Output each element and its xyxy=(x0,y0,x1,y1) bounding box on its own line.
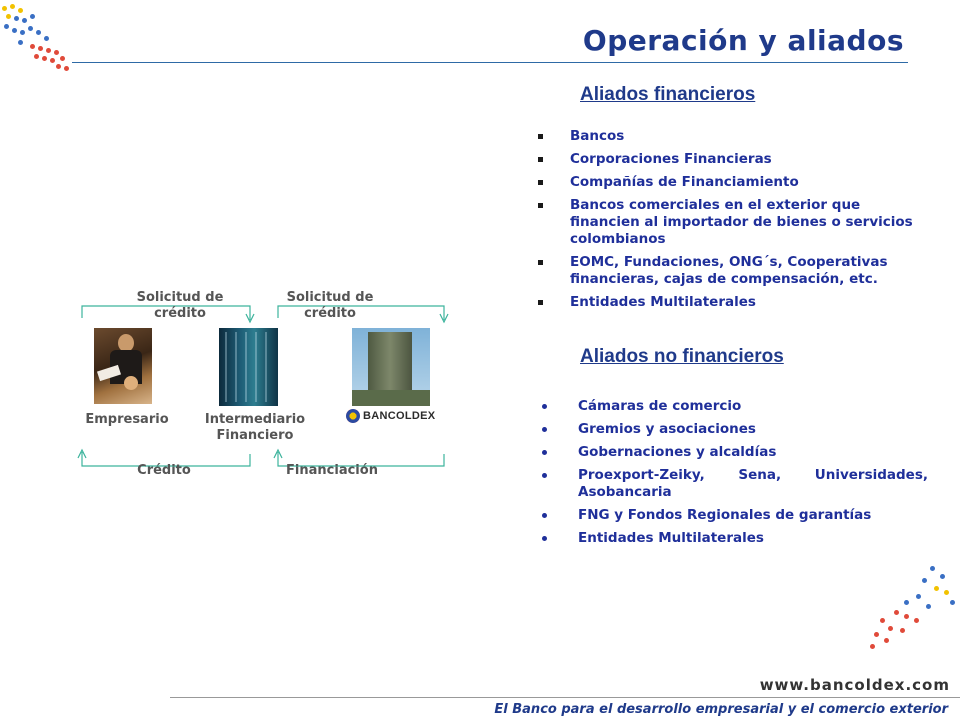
footer-divider xyxy=(170,697,960,698)
footer-tagline: El Banco para el desarrollo empresarial y el comercio exterior xyxy=(494,702,948,717)
list-item: Compañías de Financiamiento xyxy=(536,174,916,191)
list-item: Cámaras de comercio xyxy=(536,398,928,415)
bancoldex-logo: BANCOLDEX xyxy=(346,408,436,424)
list-item: Gremios y asociaciones xyxy=(536,421,928,438)
bancoldex-logo-mark-icon xyxy=(346,409,360,423)
list-item: Bancos comerciales en el exterior que financien al importador de bienes o servicios colombianos xyxy=(536,197,916,248)
list-item: Corporaciones Financieras xyxy=(536,151,916,168)
list-item: Entidades Multilaterales xyxy=(536,294,916,311)
financial-allies-heading: Aliados financieros xyxy=(580,84,756,105)
entrepreneur-label: Empresario xyxy=(85,412,169,427)
non-financial-allies-heading: Aliados no financieros xyxy=(580,346,784,367)
financing-label: Financiación xyxy=(286,463,378,478)
list-item: FNG y Fondos Regionales de garantías xyxy=(536,507,928,524)
credit-label: Crédito xyxy=(137,463,191,478)
intermediary-label: Intermediario Financiero xyxy=(204,412,306,443)
list-item: EOMC, Fundaciones, ONG´s, Cooperativas financieras, cajas de compensación, etc. xyxy=(536,254,916,288)
list-item: Entidades Multilaterales xyxy=(536,530,928,547)
entrepreneur-photo xyxy=(94,328,152,404)
bottom-right-dots-decoration xyxy=(860,560,960,670)
bancoldex-building-photo xyxy=(352,328,430,406)
list-item: Bancos xyxy=(536,128,916,145)
request-label-1: Solicitud de crédito xyxy=(136,290,224,321)
request-label-2: Solicitud de crédito xyxy=(286,290,374,321)
list-item: Proexport-Zeiky, Sena, Universidades, Asobancaria xyxy=(536,467,928,501)
page-title: Operación y aliados xyxy=(582,24,904,57)
intermediary-building-photo xyxy=(219,328,278,406)
list-item: Gobernaciones y alcaldías xyxy=(536,444,928,461)
website-url: www.bancoldex.com xyxy=(759,676,950,694)
